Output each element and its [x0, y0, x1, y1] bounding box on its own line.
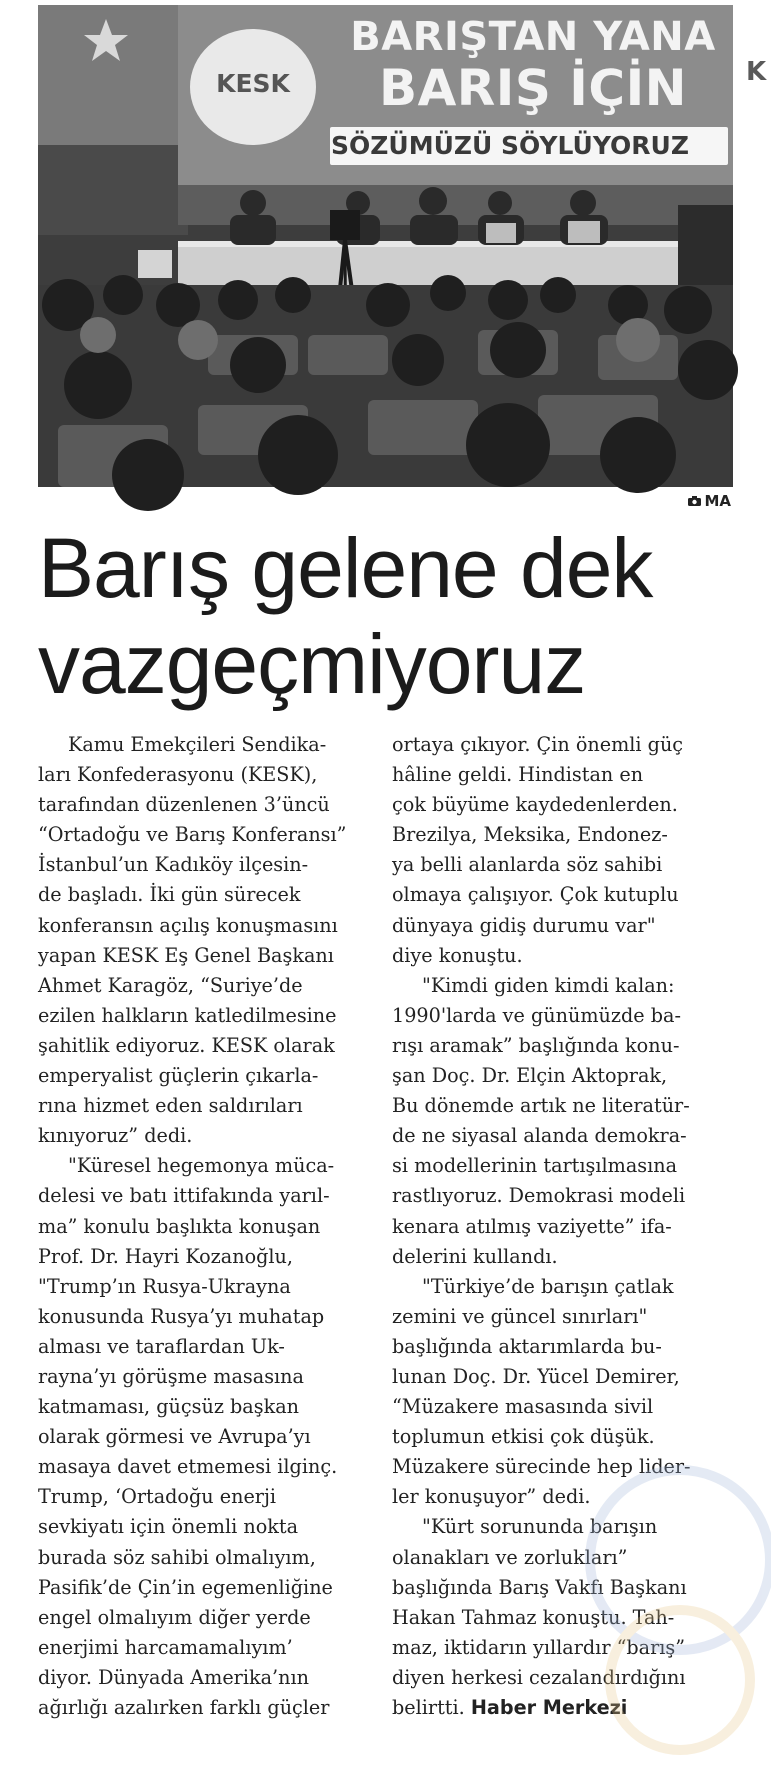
banner-line-1: BARIŞTAN YANA	[350, 14, 716, 60]
body-text-line: Bu dönemde artık ne literatür-	[392, 1094, 690, 1118]
body-text-line: zemini ve güncel sınırları"	[392, 1304, 648, 1328]
logo-text: KESK	[216, 69, 290, 98]
body-text-line: alması ve taraflardan Uk-	[38, 1334, 285, 1358]
body-text-line: enerjimi harcamamalıyım’	[38, 1635, 293, 1659]
body-text-line: rayna’yı görüşme masasına	[38, 1364, 304, 1388]
body-text-line: ortaya çıkıyor. Çin önemli güç	[392, 733, 684, 756]
body-text-line: olarak görmesi ve Avrupa’yı	[38, 1425, 311, 1449]
body-text-line: Brezilya, Meksika, Endonez-	[392, 823, 668, 847]
body-text-line: delesi ve batı ittifakında yarıl-	[38, 1184, 330, 1208]
body-text-line: Hakan Tahmaz konuştu. Tah-	[392, 1605, 675, 1629]
body-text-line: rına hizmet eden saldırıları	[38, 1094, 303, 1118]
article-photo	[38, 5, 767, 487]
body-text-line: ya belli alanlarda söz sahibi	[392, 853, 663, 877]
body-text-line: sevkiyatı için önemli nokta	[38, 1515, 299, 1539]
banner-line-2: BARIŞ İÇİN	[378, 59, 688, 117]
body-text-line: de ne siyasal alanda demokra-	[392, 1124, 687, 1148]
camera-icon	[688, 496, 701, 506]
byline: Haber Merkezi	[470, 1696, 628, 1719]
body-text-line: ağırlığı azalırken farklı güçler	[38, 1696, 330, 1719]
body-text-line: Ahmet Karagöz, “Suriye’de	[38, 973, 303, 997]
body-text-line: olmaya çalışıyor. Çok kutuplu	[392, 883, 679, 907]
body-text-line: tarafından düzenlenen 3’üncü	[38, 793, 330, 817]
body-text-line: masaya davet etmemesi ilginç.	[38, 1455, 338, 1479]
body-text-line: katmaması, güçsüz başkan	[38, 1395, 300, 1419]
body-text-line: İstanbul’un Kadıköy ilçesin-	[38, 853, 309, 877]
body-text-line: şan Doç. Dr. Elçin Aktoprak,	[392, 1064, 668, 1088]
body-text-line: toplumun etkisi çok düşük.	[392, 1425, 655, 1449]
body-text-line: 1990'larda ve günümüzde ba-	[392, 1003, 681, 1027]
body-text-line: Prof. Dr. Hayri Kozanoğlu,	[38, 1244, 294, 1268]
body-text-line: “Müzakere masasında sivil	[392, 1395, 654, 1419]
body-text-line: belirtti. Haber Merkezi	[392, 1696, 628, 1719]
body-text-line: başlığında Barış Vakfı Başkanı	[392, 1575, 687, 1599]
body-text-line: kınıyoruz” dedi.	[38, 1124, 193, 1148]
body-text-line: ma” konulu başlıkta konuşan	[38, 1214, 321, 1238]
body-text-line: ları Konfederasyonu (KESK),	[38, 763, 318, 787]
body-text-line: delerini kullandı.	[392, 1244, 558, 1268]
body-text-line: si modellerinin tartışılmasına	[392, 1154, 678, 1178]
photo-credit-text: MA	[704, 492, 731, 510]
body-text-line: lunan Doç. Dr. Yücel Demirer,	[392, 1364, 680, 1388]
body-text-line: "Türkiye’de barışın çatlak	[422, 1274, 674, 1298]
body-text-line: "Küresel hegemonya müca-	[68, 1154, 335, 1178]
body-text-line: ler konuşuyor” dedi.	[392, 1485, 591, 1509]
banner-slogan: SÖZÜMÜZÜ SÖYLÜYORUZ	[331, 131, 689, 160]
headline-line-2: vazgeçmiyoruz	[38, 617, 586, 711]
body-text-line: engel olmalıyım diğer yerde	[38, 1605, 311, 1629]
body-text-line: burada söz sahibi olmalıyım,	[38, 1545, 316, 1569]
body-text-line: "Kürt sorununda barışın	[422, 1515, 658, 1539]
body-text-line: kenara atılmış vaziyette” ifa-	[392, 1214, 672, 1238]
body-text-line: de başladı. İki gün sürecek	[38, 883, 301, 907]
body-text-line: konferansın açılış konuşmasını	[38, 913, 338, 937]
body-text-line: "Trump’ın Rusya-Ukrayna	[38, 1274, 291, 1298]
body-text-line: rışı aramak” başlığında konu-	[392, 1033, 680, 1057]
body-text-line: Pasifik’de Çin’in egemenliğine	[38, 1575, 333, 1599]
body-text-line: "Kimdi giden kimdi kalan:	[422, 973, 675, 997]
body-text-line: diye konuştu.	[392, 943, 523, 967]
headline-line-1: Barış gelene dek	[38, 521, 653, 615]
body-text-line: rastlıyoruz. Demokrasi modeli	[392, 1184, 686, 1208]
body-text-line: şahitlik ediyoruz. KESK olarak	[38, 1033, 335, 1057]
watermark-logo	[560, 1440, 760, 1770]
banner-edge-letter: K	[746, 57, 767, 87]
body-text-line: çok büyüme kaydedenlerden.	[392, 793, 678, 817]
body-text-line: olanakları ve zorlukları”	[392, 1545, 628, 1569]
body-text-line: ezilen halkların katledilmesine	[38, 1003, 337, 1027]
body-text-line: başlığında aktarımlarda bu-	[392, 1334, 662, 1358]
body-text-line: Trump, ‘Ortadoğu enerji	[38, 1485, 277, 1509]
body-text-line: konusunda Rusya’yı muhatap	[38, 1304, 325, 1328]
article-headline	[38, 520, 738, 712]
body-text-line: dünyaya gidiş durumu var"	[392, 913, 656, 937]
body-text-line: hâline geldi. Hindistan en	[392, 763, 644, 787]
body-text-line: Kamu Emekçileri Sendika-	[68, 733, 327, 756]
body-text-line: “Ortadoğu ve Barış Konferansı”	[38, 823, 347, 847]
body-text-line: diyor. Dünyada Amerika’nın	[38, 1665, 310, 1689]
body-text-line: yapan KESK Eş Genel Başkanı	[38, 943, 334, 967]
photo-credit	[688, 492, 731, 510]
body-text-line: emperyalist güçlerin çıkarla-	[38, 1064, 319, 1088]
body-text-line: maz, iktidarın yıllardır “barış”	[392, 1635, 686, 1659]
article-column-left	[38, 730, 356, 1723]
body-text-line: Müzakere sürecinde hep lider-	[392, 1455, 691, 1479]
body-text-line: diyen herkesi cezalandırdığını	[392, 1665, 686, 1689]
